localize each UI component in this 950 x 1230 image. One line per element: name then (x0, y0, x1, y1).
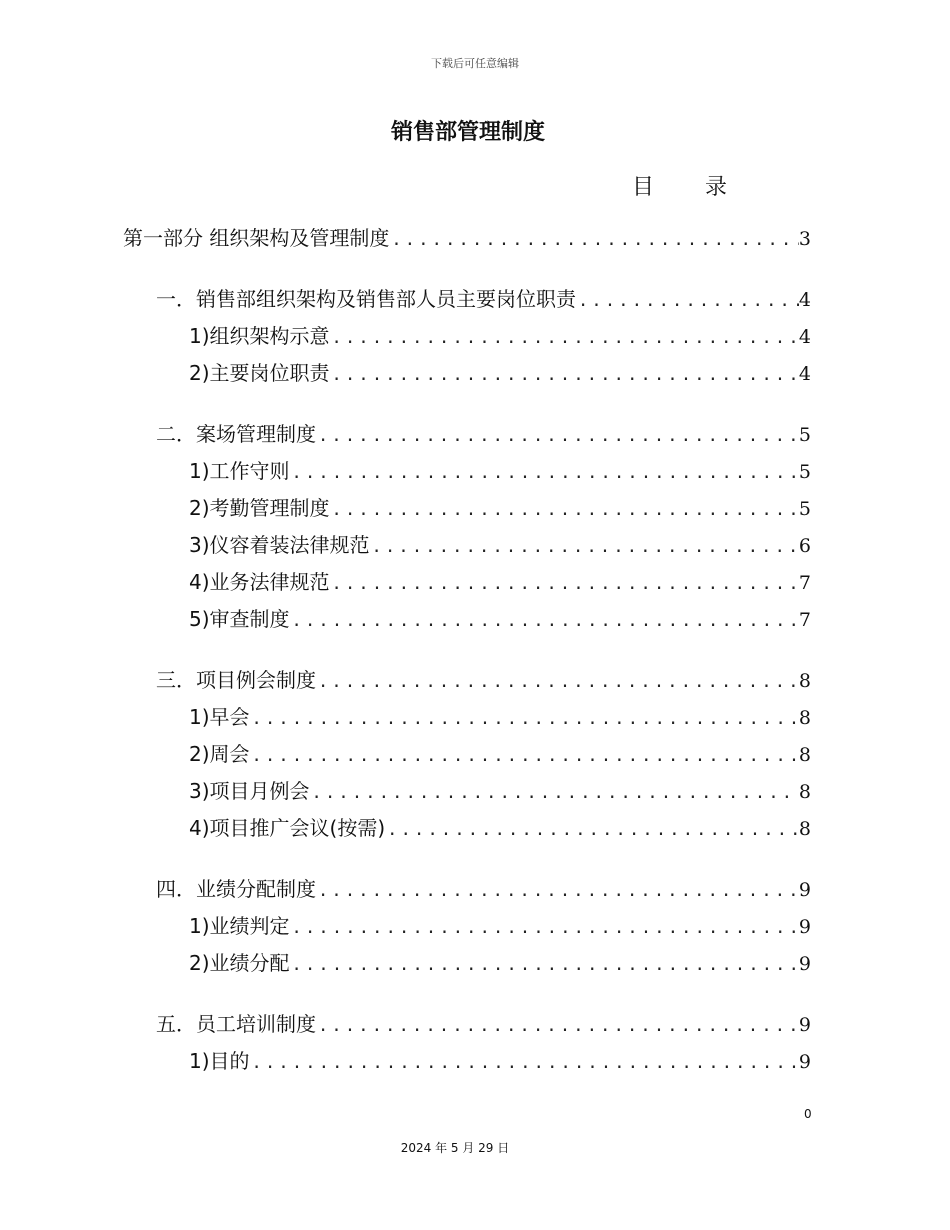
dot-leader (250, 709, 799, 729)
toc-entry-subsection[interactable] (189, 910, 811, 939)
toc-entry-subsection[interactable] (189, 455, 811, 484)
toc-entry-page: 9 (798, 916, 811, 938)
toc-entry-label: 1)组织架构示意 (189, 324, 330, 348)
toc-entry-page: 4 (798, 363, 811, 385)
toc-entry-label: 五．员工培训制度 (156, 1012, 316, 1036)
toc-entry-page: 9 (798, 1051, 811, 1073)
dot-leader (290, 955, 799, 975)
toc-entry-page: 8 (798, 707, 811, 729)
dot-leader (385, 820, 799, 840)
toc-entry-label: 2)主要岗位职责 (189, 361, 330, 385)
toc-entry-label: 二．案场管理制度 (156, 422, 316, 446)
toc-entry-section-3[interactable] (156, 664, 811, 693)
toc-entry-page: 8 (798, 781, 811, 803)
toc-entry-page: 9 (798, 879, 811, 901)
toc-entry-label: 2)考勤管理制度 (189, 496, 330, 520)
dot-leader (316, 672, 799, 692)
footer-date: 2024 年 5 月 29 日 (400, 1141, 510, 1155)
document-title: 销售部管理制度 (390, 120, 545, 145)
toc-entry-page: 3 (798, 228, 811, 250)
dot-leader (250, 746, 799, 766)
dot-leader (330, 574, 799, 594)
dot-leader (330, 500, 799, 520)
toc-entry-label: 1)工作守则 (189, 459, 290, 483)
toc-entry-subsection[interactable] (189, 492, 811, 521)
toc-entry-label: 1)业绩判定 (189, 914, 290, 938)
toc-entry-page: 9 (798, 953, 811, 975)
toc-entry-subsection[interactable] (189, 357, 811, 386)
dot-leader (316, 881, 799, 901)
page-number: 0 (804, 1107, 812, 1121)
dot-leader (250, 1053, 799, 1073)
dot-leader (316, 1016, 799, 1036)
toc-entry-label: 4)业务法律规范 (189, 570, 330, 594)
toc-entry-subsection[interactable] (189, 947, 811, 976)
toc-entry-page: 4 (798, 326, 811, 348)
dot-leader (370, 537, 799, 557)
toc-entry-subsection[interactable] (189, 1045, 811, 1074)
toc-entry-page: 5 (798, 424, 811, 446)
dot-leader (290, 611, 799, 631)
toc-entry-page: 8 (798, 670, 811, 692)
toc-entry-subsection[interactable] (189, 812, 811, 841)
toc-entry-label: 1)目的 (189, 1049, 250, 1073)
dot-leader (316, 426, 799, 446)
toc-entry-part-1[interactable] (123, 222, 811, 251)
toc-entry-label: 一．销售部组织架构及销售部人员主要岗位职责 (156, 287, 576, 311)
toc-entry-label: 四．业绩分配制度 (156, 877, 316, 901)
toc-entry-section-4[interactable] (156, 873, 811, 902)
dot-leader (330, 328, 799, 348)
toc-entry-label: 3)仪容着装法律规范 (189, 533, 370, 557)
toc-entry-section-2[interactable] (156, 418, 811, 447)
header-note: 下载后可任意编辑 (431, 57, 519, 70)
dot-leader (576, 291, 799, 311)
toc-entry-label: 2)周会 (189, 742, 250, 766)
toc-entry-page: 8 (798, 744, 811, 766)
toc-entry-subsection[interactable] (189, 566, 811, 595)
toc-entry-label: 2)业绩分配 (189, 951, 290, 975)
toc-entry-label: 第一部分 组织架构及管理制度 (123, 226, 390, 250)
toc-entry-subsection[interactable] (189, 738, 811, 767)
toc-entry-page: 7 (798, 609, 811, 631)
dot-leader (290, 463, 799, 483)
toc-entry-label: 3)项目月例会 (189, 779, 310, 803)
toc-entry-page: 6 (798, 535, 811, 557)
toc-entry-subsection[interactable] (189, 701, 811, 730)
dot-leader (310, 783, 799, 803)
dot-leader (389, 230, 799, 250)
toc-entry-section-1[interactable] (156, 283, 811, 312)
toc-entry-page: 5 (798, 461, 811, 483)
toc-heading: 目 录 (632, 175, 749, 200)
toc-entry-subsection[interactable] (189, 320, 811, 349)
toc-entry-subsection[interactable] (189, 529, 811, 558)
toc-entry-subsection[interactable] (189, 775, 811, 804)
toc-entry-page: 4 (798, 289, 811, 311)
toc-entry-subsection[interactable] (189, 603, 811, 632)
dot-leader (330, 365, 799, 385)
dot-leader (290, 918, 799, 938)
toc-entry-page: 5 (798, 498, 811, 520)
toc-entry-page: 7 (798, 572, 811, 594)
toc-entry-section-5[interactable] (156, 1008, 811, 1037)
toc-entry-label: 5)审查制度 (189, 607, 290, 631)
toc-entry-page: 8 (798, 818, 811, 840)
toc-entry-label: 1)早会 (189, 705, 250, 729)
toc-entry-label: 三．项目例会制度 (156, 668, 316, 692)
toc-entry-label: 4)项目推广会议(按需) (189, 816, 386, 840)
toc-entry-page: 9 (798, 1014, 811, 1036)
